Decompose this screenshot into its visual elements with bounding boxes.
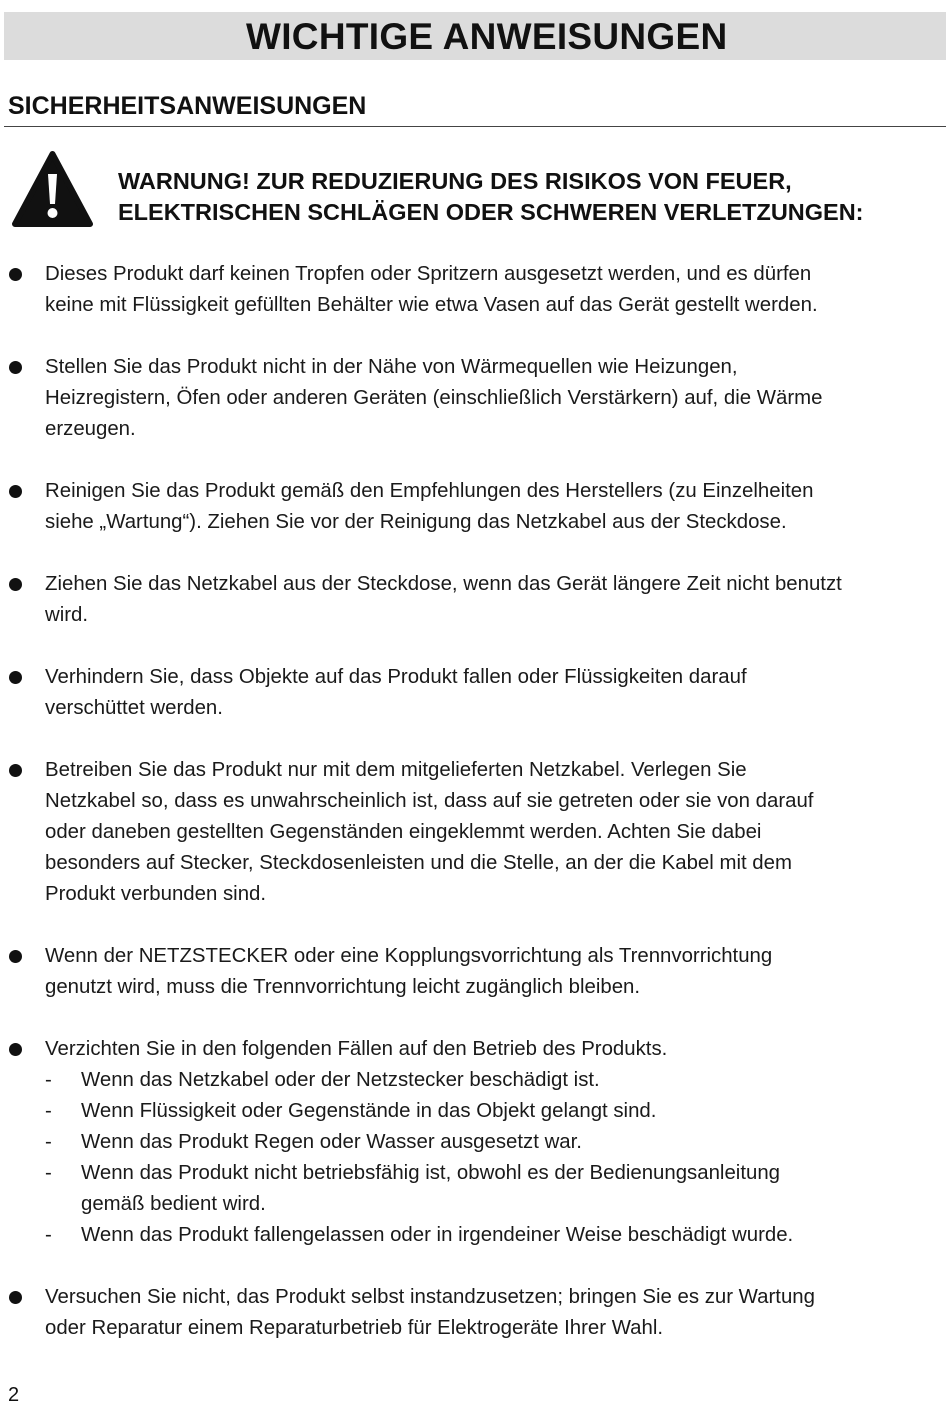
instruction-text [45,1282,945,1344]
sub-item-text [81,1127,950,1158]
text-line: Wenn der NETZSTECKER oder eine Kopplungsvorrichtung als Trennvorrichtung [45,945,773,967]
text-line: besonders auf Stecker, Steckdosenleisten und die Stelle, an der die Kabel mit dem [45,852,792,874]
text-line: siehe „Wartung“). Ziehen Sie vor der Reinigung das Netzkabel aus der Steckdose. [45,511,787,533]
text-line: Wenn Flüssigkeit oder Gegenstände in das Objekt gelangt sind. [81,1100,657,1122]
text-line: oder daneben gestellten Gegenständen eingeklemmt werden. Achten Sie dabei [45,821,762,843]
warning-heading [118,166,864,228]
text-line: gemäß bedient wird. [81,1193,266,1215]
text-line: Wenn das Produkt nicht betriebsfähig ist, obwohl es der Bedienungsanleitung [81,1162,781,1184]
text-line: Wenn das Produkt Regen oder Wasser ausgesetzt war. [81,1131,582,1153]
instruction-text [45,1034,945,1065]
sub-list-item [0,1096,950,1127]
list-item [0,1282,950,1344]
dash-marker: - [45,1100,52,1122]
text-line: Netzkabel so, dass es unwahrscheinlich ist, dass auf sie getreten oder sie von darauf [45,790,814,812]
warning-line: WARNUNG! ZUR REDUZIERUNG DES RISIKOS VON FEUER, [118,168,792,194]
sub-item-text [81,1096,950,1127]
section-divider [4,126,946,127]
text-line: oder Reparatur einem Reparaturbetrieb für Elektrogeräte Ihrer Wahl. [45,1317,664,1339]
text-line: keine mit Flüssigkeit gefüllten Behälter wie etwa Vasen auf das Gerät gestellt werden. [45,294,818,316]
warning-line: ELEKTRISCHEN SCHLÄGEN ODER SCHWEREN VERLETZUNGEN: [118,199,864,225]
bullet-icon [9,671,22,684]
list-item [0,569,950,631]
dash-marker: - [45,1224,52,1246]
bullet-icon [9,764,22,777]
text-line: Dieses Produkt darf keinen Tropfen oder Spritzern ausgesetzt werden, und es dürfen [45,263,812,285]
list-item [0,1034,950,1251]
bullet-icon [9,950,22,963]
instruction-text [45,662,945,724]
instruction-text [45,569,945,631]
list-item [0,755,950,910]
text-line: wird. [45,604,89,626]
instruction-text [45,476,945,538]
text-line: Versuchen Sie nicht, das Produkt selbst instandzusetzen; bringen Sie es zur Wartung [45,1286,815,1308]
safety-instructions-list [0,259,950,1375]
sub-list-item [0,1220,950,1251]
warning-triangle-icon [11,150,94,230]
text-line: Wenn das Produkt fallengelassen oder in irgendeiner Weise beschädigt wurde. [81,1224,794,1246]
page-title: WICHTIGE ANWEISUNGEN [246,16,728,57]
dash-marker: - [45,1131,52,1153]
text-line: Verhindern Sie, dass Objekte auf das Produkt fallen oder Flüssigkeiten darauf [45,666,747,688]
list-item [0,259,950,321]
text-line: Heizregistern, Öfen oder anderen Geräten (einschließlich Verstärkern) auf, die Wärme [45,387,823,409]
text-line: Produkt verbunden sind. [45,883,267,905]
bullet-icon [9,485,22,498]
instruction-text [45,352,945,445]
sub-item-text [81,1065,950,1096]
text-line: erzeugen. [45,418,136,440]
instruction-text [45,941,945,1003]
sub-item-text [81,1158,950,1220]
sub-list-item [0,1127,950,1158]
sub-item-text [81,1220,950,1251]
text-line: Ziehen Sie das Netzkabel aus der Steckdose, wenn das Gerät längere Zeit nicht benutzt [45,573,842,595]
text-line: Betreiben Sie das Produkt nur mit dem mitgelieferten Netzkabel. Verlegen Sie [45,759,747,781]
bullet-icon [9,361,22,374]
sub-list-item [0,1065,950,1096]
sub-list-item [0,1158,950,1220]
text-line: Verzichten Sie in den folgenden Fällen auf den Betrieb des Produkts. [45,1038,668,1060]
section-title: SICHERHEITSANWEISUNGEN [8,92,367,120]
dash-marker: - [45,1069,52,1091]
text-line: verschüttet werden. [45,697,223,719]
text-line: Reinigen Sie das Produkt gemäß den Empfehlungen des Herstellers (zu Einzelheiten [45,480,814,502]
list-item [0,352,950,445]
title-bar [4,12,946,60]
text-line: Stellen Sie das Produkt nicht in der Nähe von Wärmequellen wie Heizungen, [45,356,738,378]
bullet-icon [9,268,22,281]
list-item [0,476,950,538]
instruction-text [45,259,945,321]
list-item [0,941,950,1003]
page-number: 2 [8,1384,20,1406]
list-item [0,662,950,724]
bullet-icon [9,1291,22,1304]
dash-marker: - [45,1162,52,1184]
text-line: Wenn das Netzkabel oder der Netzstecker beschädigt ist. [81,1069,600,1091]
instruction-text [45,755,945,910]
bullet-icon [9,1043,22,1056]
text-line: genutzt wird, muss die Trennvorrichtung leicht zugänglich bleiben. [45,976,641,998]
bullet-icon [9,578,22,591]
